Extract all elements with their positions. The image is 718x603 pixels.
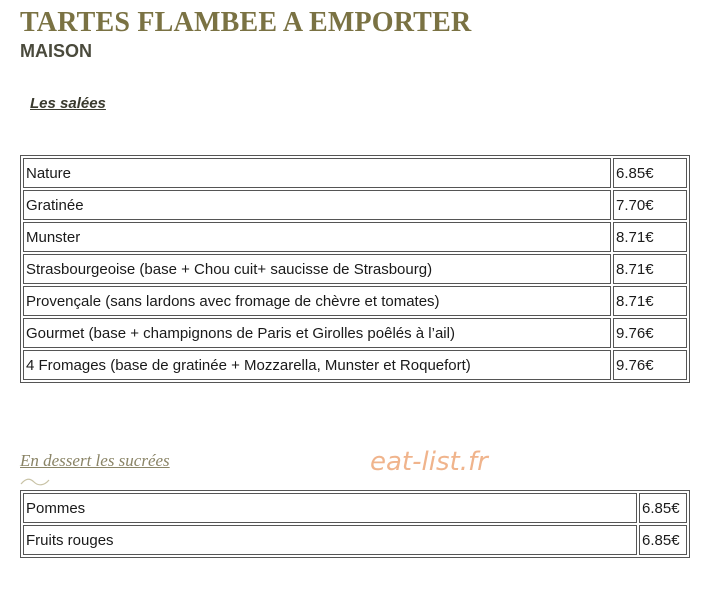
section-heading-salees: Les salées <box>30 95 106 112</box>
page-subtitle: MAISON <box>20 41 92 61</box>
item-price: 6.85€ <box>639 525 687 555</box>
item-price: 6.85€ <box>613 158 687 188</box>
item-price: 8.71€ <box>613 254 687 284</box>
table-row <box>23 350 687 380</box>
item-price: 9.76€ <box>613 318 687 348</box>
table-row <box>23 493 687 523</box>
item-name: 4 Fromages (base de gratinée + Mozzarella, Munster et Roquefort) <box>23 350 611 380</box>
table-row <box>23 318 687 348</box>
item-price: 9.76€ <box>613 350 687 380</box>
item-price: 6.85€ <box>639 493 687 523</box>
item-price: 8.71€ <box>613 222 687 252</box>
table-row <box>23 286 687 316</box>
item-price: 7.70€ <box>613 190 687 220</box>
table-row <box>23 190 687 220</box>
item-name: Gratinée <box>23 190 611 220</box>
table-row <box>23 222 687 252</box>
menu-table-sucrees <box>20 490 690 558</box>
section-heading-sucrees: En dessert les sucrées <box>20 451 170 470</box>
item-name: Fruits rouges <box>23 525 637 555</box>
item-name: Provençale (sans lardons avec fromage de chèvre et tomates) <box>23 286 611 316</box>
item-name: Nature <box>23 158 611 188</box>
item-price: 8.71€ <box>613 286 687 316</box>
item-name: Pommes <box>23 493 637 523</box>
item-name: Munster <box>23 222 611 252</box>
swirl-ornament-icon <box>20 476 50 488</box>
watermark-text: eat-list.fr <box>370 447 488 477</box>
page-title: TARTES FLAMBEE A EMPORTER <box>20 7 472 38</box>
item-name: Gourmet (base + champignons de Paris et Girolles poêlés à l’ail) <box>23 318 611 348</box>
table-row <box>23 254 687 284</box>
item-name: Strasbourgeoise (base + Chou cuit+ saucisse de Strasbourg) <box>23 254 611 284</box>
menu-table-salees <box>20 155 690 383</box>
table-row <box>23 525 687 555</box>
table-row <box>23 158 687 188</box>
